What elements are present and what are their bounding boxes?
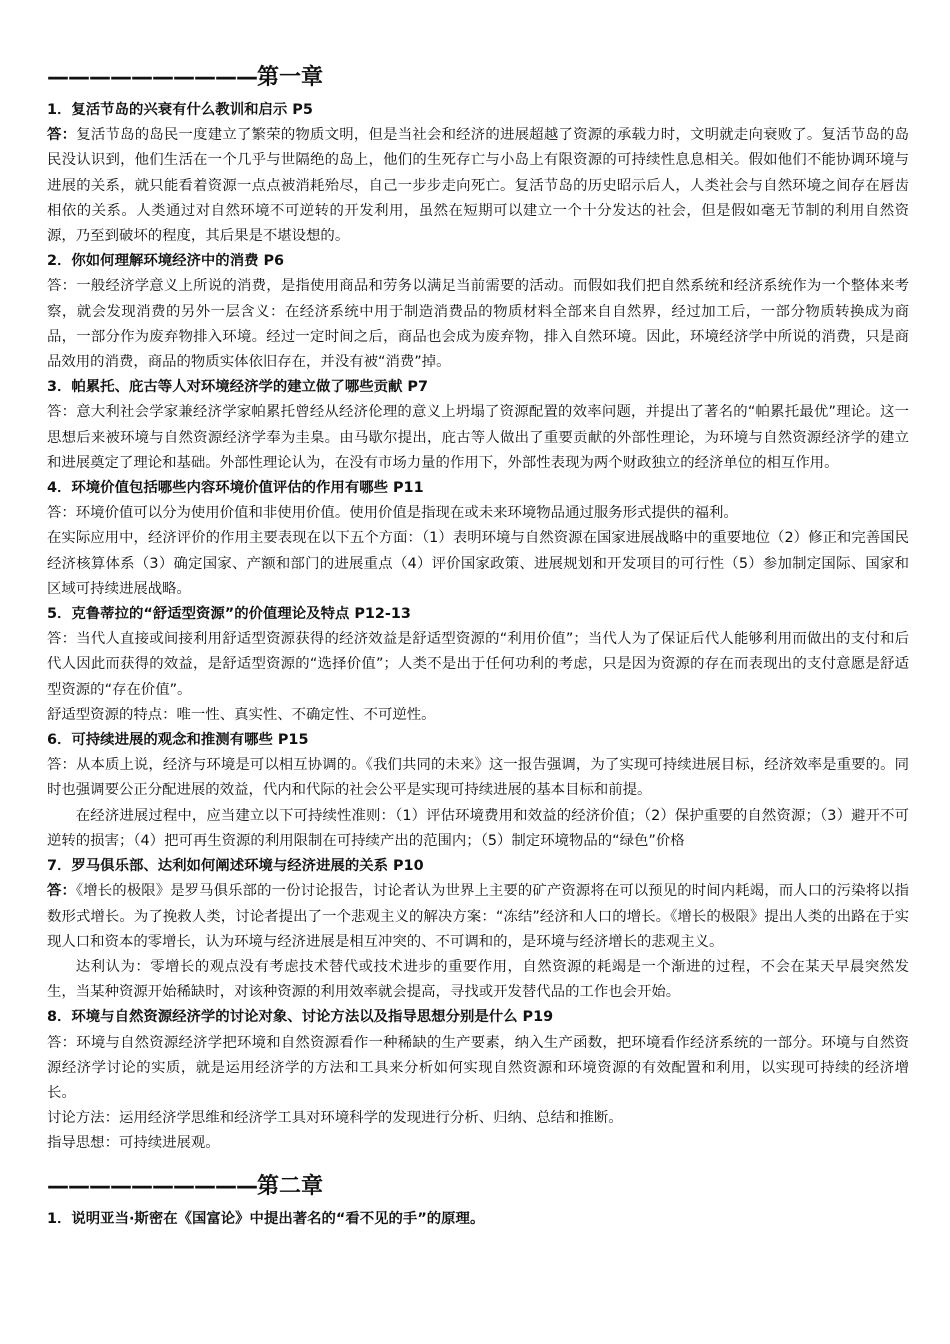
- answer-8-part-1: 答：环境与自然资源经济学把环境和自然资源看作一种稀缺的生产要素，纳入生产函数，把环境看作经济系统的一部分。环境与自然资源经济学讨论的实质，就是运用经济学的方法和工具来分析如何实现自然资源和环境资源的有效配置和利用，以实现可持续的经济增长。: [47, 1034, 909, 1101]
- answer-6-part-1: 答：从本质上说，经济与环境是可以相互协调的。《我们共同的未来》这一报告强调，为了实现可持续进展目标，经济效率是重要的。同时也强调要公正分配进展的效益，代内和代际的社会公平是实现可持续进展的基本目标和前提。: [47, 757, 909, 799]
- question-7: 7．罗马俱乐部、达利如何阐述环境与经济进展的关系 P10: [47, 858, 424, 875]
- answer-8-part-2: 讨论方法：运用经济学思维和经济学工具对环境科学的发现进行分析、归纳、总结和推断。: [47, 1110, 623, 1127]
- answer-4-part-1: 答：环境价值可以分为使用价值和非使用价值。使用价值是指现在或未来环境物品通过服务形式提供的福利。: [47, 505, 738, 522]
- answer-8-part-3: 指导思想：可持续进展观。: [47, 1135, 220, 1152]
- chapter-title: 第二章: [257, 1173, 324, 1199]
- question-3: 3．帕累托、庇古等人对环境经济学的建立做了哪些贡献 P7: [47, 379, 428, 396]
- answer-5-part-2: 舒适型资源的特点：唯一性、真实性、不确定性、不可逆性。: [47, 706, 436, 723]
- answer-7-part-1: [47, 879, 909, 955]
- chapter-heading-1: [47, 58, 909, 98]
- answer-2: 答：一般经济学意义上所说的消费，是指使用商品和劳务以满足当前需要的活动。而假如我们把自然系统和经济系统作为一个整体来考察，就会发现消费的另外一层含义：在经济系统中用于制造消费品的物质材料全部来自自然界，经过加工后，一部分物质转换成为商品，一部分作为废弃物排入环境。经过一定时间之后，商品也会成为废弃物，排入自然环境。因此，环境经济学中所说的消费，只是商品效用的消费，商品的物质实体依旧存在，并没有被“消费”掉。: [47, 278, 909, 371]
- question-5: 5．克鲁蒂拉的“舒适型资源”的价值理论及特点 P12-13: [47, 606, 411, 623]
- answer-3: 答：意大利社会学家兼经济学家帕累托曾经从经济伦理的意义上坍塌了资源配置的效率问题，并提出了著名的“帕累托最优”理论。这一思想后来被环境与自然资源经济学奉为圭臬。由马歇尔提出，庇古等人做出了重要贡献的外部性理论，为环境与自然资源经济学的建立和进展奠定了理论和基础。外部性理论认为，在没有市场力量的作用下，外部性表现为两个财政独立的经济单位的相互作用。: [47, 404, 909, 471]
- question-6: 6．可持续进展的观念和推测有哪些 P15: [47, 732, 309, 749]
- answer-label: 答：: [47, 127, 77, 144]
- question-2: 2．你如何理解环境经济中的消费 P6: [47, 253, 285, 270]
- answer-1: [47, 123, 909, 249]
- chapter-divider: ——————————: [47, 1173, 257, 1199]
- chapter-title: 第一章: [257, 65, 324, 90]
- document-page: [47, 58, 909, 1232]
- answer-7-part-2: 达利认为：零增长的观点没有考虑技术替代或技术进步的重要作用，自然资源的耗竭是一个渐进的过程，不会在某天早晨突然发生，当某种资源开始稀缺时，对该种资源的利用效率就会提高，寻找或开发替代品的工作也会开始。: [47, 958, 909, 1001]
- chapter-heading-2: [47, 1167, 909, 1207]
- chapter-2-question-1: 1．说明亚当·斯密在《国富论》中提出著名的“看不见的手”的原理。: [47, 1210, 485, 1227]
- answer-label: 答：: [47, 883, 76, 900]
- answer-4-part-2: 在实际应用中，经济评价的作用主要表现在以下五个方面：（1）表明环境与自然资源在国家进展战略中的重要地位（2）修正和完善国民经济核算体系（3）确定国家、产额和部门的进展重点（4）评价国家政策、进展规划和开发项目的可行性（5）参加制定国际、国家和区域可持续进展战略。: [47, 530, 909, 597]
- chapter-divider: ——————————: [47, 65, 257, 90]
- question-4: 4．环境价值包括哪些内容环境价值评估的作用有哪些 P11: [47, 480, 424, 497]
- answer-text: 复活节岛的岛民一度建立了繁荣的物质文明，但是当社会和经济的进展超越了资源的承载力时，文明就走向衰败了。复活节岛的岛民没认识到，他们生活在一个几乎与世隔绝的岛上，他们的生死存亡与小岛上有限资源的可持续性息息相关。假如他们不能协调环境与进展的关系，就只能看着资源一点点被消耗殆尽，自己一步步走向死亡。复活节岛的历史昭示后人，人类社会与自然环境之间存在唇齿相依的关系。人类通过对自然环境不可逆转的开发利用，虽然在短期可以建立一个十分发达的社会，但是假如毫无节制的利用自然资源，乃至到破坏的程度，其后果是不堪设想的。: [47, 127, 909, 245]
- answer-5-part-1: 答：当代人直接或间接利用舒适型资源获得的经济效益是舒适型资源的“利用价值”；当代人为了保证后代人能够利用而做出的支付和后代人因此而获得的效益，是舒适型资源的“选择价值”；人类不是出于任何功利的考虑，只是因为资源的存在而表现出的支付意愿是舒适型资源的“存在价值”。: [47, 631, 909, 698]
- answer-6-part-2: 在经济进展过程中，应当建立以下可持续性准则：（1）评估环境费用和效益的经济价值；（2）保护重要的自然资源；（3）避开不可逆转的损害；（4）把可再生资源的利用限制在可持续产出的范围内；（5）制定环境物品的“绿色”价格: [47, 807, 909, 849]
- answer-text: 《增长的极限》是罗马俱乐部的一份讨论报告，讨论者认为世界上主要的矿产资源将在可以预见的时间内耗竭，而人口的污染将以指数形式增长。为了挽救人类，讨论者提出了一个悲观主义的解决方案：“冻结”经济和人口的增长。《增长的极限》提出人类的出路在于实现人口和资本的零增长，认为环境与经济进展是相互冲突的、不可调和的，是环境与经济增长的悲观主义。: [47, 883, 909, 950]
- question-1: 1．复活节岛的兴衰有什么教训和启示 P5: [47, 102, 313, 118]
- question-8: 8．环境与自然资源经济学的讨论对象、讨论方法以及指导思想分别是什么 P19: [47, 1009, 554, 1026]
